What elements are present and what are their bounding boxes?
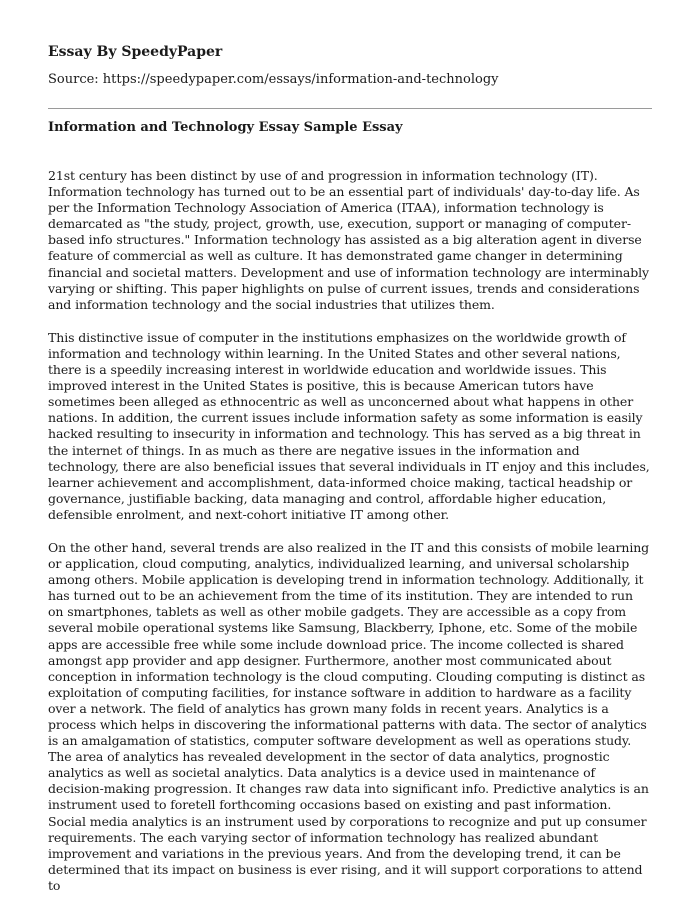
essay-body xyxy=(48,168,652,911)
paragraph-2: This distinctive issue of computer in the institutions emphasizes on the worldwide growth of information and technology within learning. In the United States and other several nations, there is a speedily increasing interest in worldwide education and worldwide issues. This improved interest in the United States is positive, this is because American tutors have sometimes been alleged as ethnocentric as well as unconcerned about what happens in other nations. In addition, the current issues include information safety as some information is easily hacked resulting to insecurity in information and technology. This has served as a big threat in the internet of things. In as much as there are negative issues in the information and technology, there are also beneficial issues that several individuals in IT enjoy and this includes, learner achievement and accomplishment, data-informed choice making, tactical headship or governance, justifiable backing, data managing and control, affordable higher education, defensible enrolment, and next-cohort initiative IT among other. xyxy=(48,329,650,522)
header-divider xyxy=(48,108,652,109)
paragraph-3: On the other hand, several trends are also realized in the IT and this consists of mobile learning or application, cloud computing, analytics, individualized learning, and universal scholarship among others. Mobile application is developing trend in information technology. Additionally, it has turned out to be an achievement from the time of its institution. They are intended to run on smartphones, tablets as well as other mobile gadgets. They are accessible as a copy from several mobile operational systems like Samsung, Blackberry, Iphone, etc. Some of the mobile apps are accessible free while some include download price. The income collected is shared amongst app provider and app designer. Furthermore, another most communicated about conception in information technology is the cloud computing. Clouding computing is distinct as exploitation of computing facilities, for instance software in addition to hardware as a facility over a network. The field of analytics has grown many folds in recent years. Analytics is a process which helps in discovering the informational patterns with data. The sector of analytics is an amalgamation of statistics, computer software development as well as operations study. The area of analytics has revealed development in the sector of data analytics, prognostic analytics as well as societal analytics. Data analytics is a device used in maintenance of decision-making progression. It changes raw data into significant info. Predictive analytics is an instrument used to foretell forthcoming occasions based on existing and past information. Social media analytics is an instrument used by corporations to recognize and put up consumer requirements. The each varying sector of information technology has realized abundant improvement and variations in the previous years. And from the developing trend, it can be determined that its impact on business is ever rising, and it will support corporations to attend to xyxy=(48,539,650,893)
source-line: Source: https://speedypaper.com/essays/information-and-technology xyxy=(48,72,499,87)
paragraph-1: 21st century has been distinct by use of and progression in information technology (IT). Information technology has turned out to be an essential part of individuals' day-to-day life. As per the Information Technology Association of America (ITAA), information technology is demarcated as "the study, project, growth, use, execution, support or managing of computer-based info structures." Information technology has assisted as a big alteration agent in diverse feature of commercial as well as culture. It has demonstrated game changer in determining financial and societal matters. Development and use of information technology are interminably varying or shifting. This paper highlights on pulse of current issues, trends and considerations and information technology and the social industries that utilizes them. xyxy=(48,168,650,312)
essay-source-title: Essay By SpeedyPaper xyxy=(48,44,223,60)
essay-title: Information and Technology Essay Sample Essay xyxy=(48,120,403,135)
